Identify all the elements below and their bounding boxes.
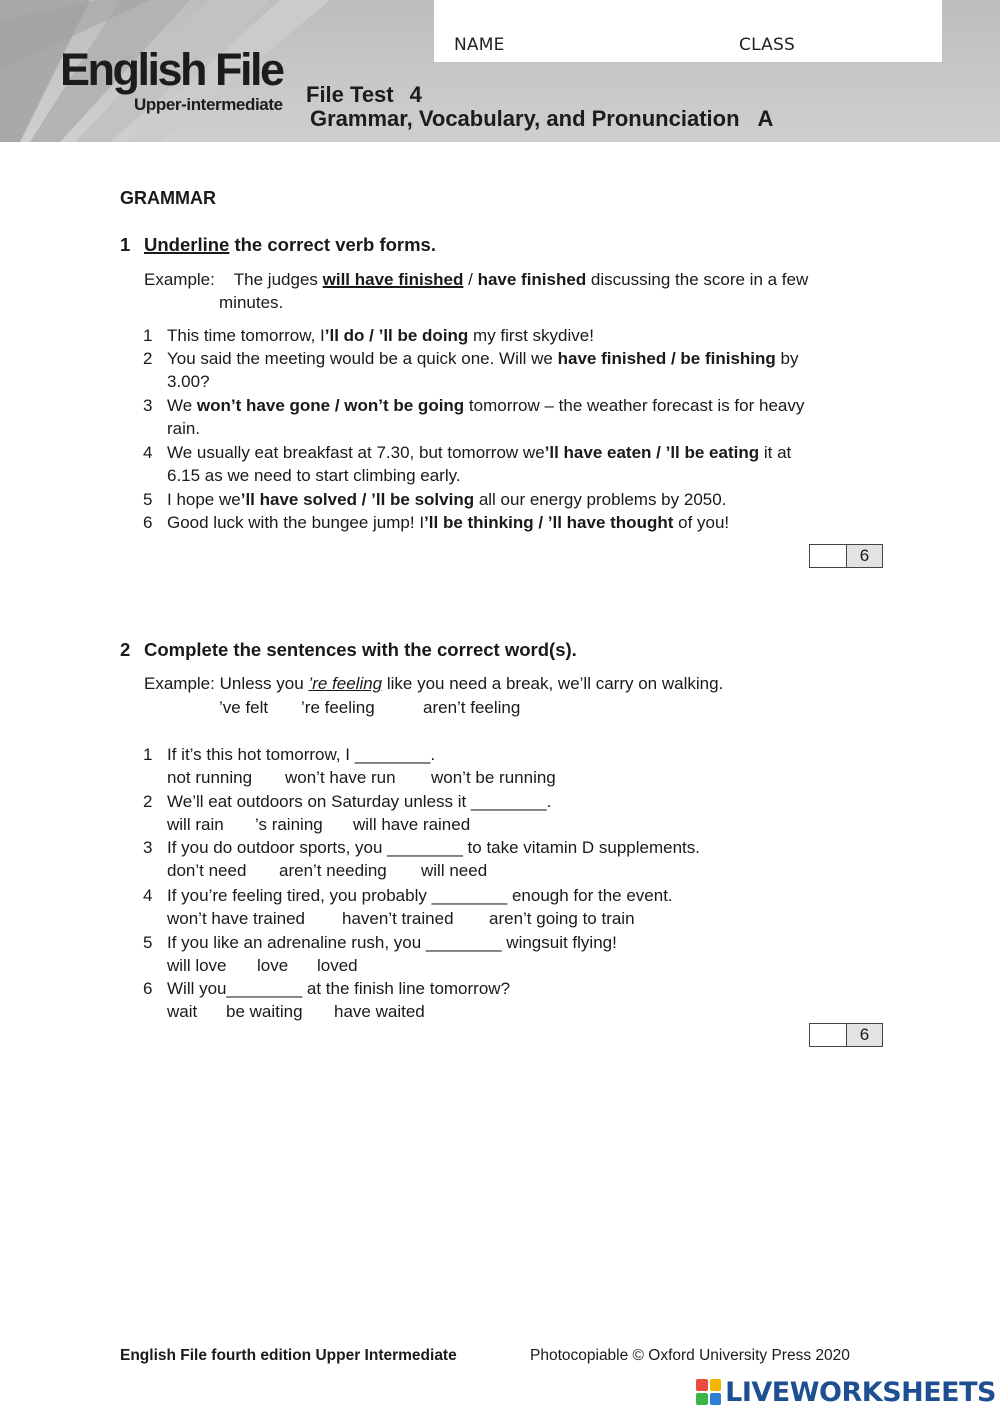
question-text-end: tomorrow – the weather forecast is for heavy [464, 396, 805, 415]
question-text: You said the meeting would be a quick one. Will we [167, 349, 558, 368]
exercise2-instruction: Complete the sentences with the correct word(s). [144, 639, 577, 660]
option[interactable]: won’t have run [285, 768, 396, 787]
question-cont: rain. [167, 419, 201, 438]
question-text-end: all our energy problems by 2050. [474, 490, 727, 509]
question-text-end: of you! [673, 513, 730, 532]
option[interactable]: ’ve felt [219, 698, 269, 717]
logo-subtitle: Upper-intermediate [134, 95, 283, 114]
exercise2-question-1: If it’s this hot tomorrow, I ________. [167, 745, 436, 764]
score-total: 6 [847, 1024, 882, 1046]
score-total: 6 [847, 545, 882, 567]
question-text: We usually eat breakfast at 7.30, but tomorrow we [167, 443, 545, 462]
question-text: I hope we [167, 490, 241, 509]
option[interactable]: ’re feeling [301, 698, 375, 717]
option[interactable]: don’t need [167, 861, 247, 880]
option[interactable]: will have rained [353, 815, 471, 834]
option[interactable]: won’t be running [431, 768, 556, 787]
exercise2-question-6: Will you________ at the finish line tomorrow? [167, 979, 511, 998]
exercise2-score-box [809, 1023, 883, 1047]
option[interactable]: ’s raining [255, 815, 323, 834]
section-title: GRAMMAR [120, 188, 216, 208]
exercise2-question-4: If you’re feeling tired, you probably ________ enough for the event. [167, 886, 673, 905]
option[interactable]: aren’t needing [279, 861, 387, 880]
name-label: NAME [454, 35, 505, 55]
option[interactable]: not running [167, 768, 253, 787]
option[interactable]: won’t have trained [167, 909, 305, 928]
question-number: 1 [143, 326, 153, 345]
exercise2-question-5-options [167, 954, 358, 977]
logo-square [696, 1393, 708, 1405]
example-option-2[interactable]: have finished [477, 270, 587, 289]
option[interactable]: love [257, 956, 289, 975]
footer-edition: English File fourth edition Upper Intermediate [120, 1347, 457, 1364]
question-number: 3 [143, 396, 153, 415]
example-answer: ’re feeling [308, 674, 383, 693]
liveworksheets-logo[interactable] [696, 1375, 996, 1409]
example-sep: / [463, 270, 478, 289]
example-label: Example: [144, 270, 215, 289]
option[interactable]: have waited [334, 1002, 425, 1021]
question-number: 6 [143, 979, 153, 998]
example-post: like you need a break, we’ll carry on walking. [382, 674, 724, 693]
question-number: 5 [143, 490, 153, 509]
question-cont: 6.15 as we need to start climbing early. [167, 466, 461, 485]
exercise1-question-5 [167, 488, 726, 511]
exercise1-question-2 [167, 347, 799, 370]
question-text-end: by [775, 349, 799, 368]
exercise1-score-box [809, 544, 883, 568]
exercise1-heading [120, 234, 436, 256]
exercise1-instruction: the correct verb forms. [229, 234, 436, 255]
exercise2-question-1-options [167, 766, 556, 789]
question-options[interactable]: have finished / be finishing [557, 349, 776, 368]
question-text: Good luck with the bungee jump! I [167, 513, 425, 532]
liveworksheets-icon [696, 1379, 721, 1405]
logo-title: English File [60, 44, 283, 95]
test-subtitle-text: Grammar, Vocabulary, and Pronunciation [310, 106, 740, 131]
exercise1-example-cont: minutes. [219, 293, 284, 312]
question-text: We [167, 396, 197, 415]
score-input[interactable] [810, 545, 847, 567]
exercise1-question-1 [167, 324, 594, 347]
exercise2-question-4-options [167, 907, 635, 930]
example-label: Example: [144, 674, 215, 693]
exercise2-question-5: If you like an adrenaline rush, you ________ wingsuit flying! [167, 933, 617, 952]
example-option-1[interactable]: will have finished [322, 270, 464, 289]
question-number: 5 [143, 933, 153, 952]
logo-square [696, 1379, 708, 1391]
option[interactable]: haven’t trained [342, 909, 454, 928]
name-class-box [434, 0, 942, 62]
question-text-end: it at [759, 443, 792, 462]
option[interactable]: will rain [167, 815, 224, 834]
test-number: 4 [409, 82, 422, 107]
exercise2-heading [120, 639, 577, 661]
question-number: 1 [143, 745, 153, 764]
question-number: 4 [143, 886, 153, 905]
option[interactable]: loved [317, 956, 358, 975]
option[interactable]: aren’t feeling [423, 698, 521, 717]
exercise1-number: 1 [120, 234, 131, 255]
class-label: CLASS [739, 35, 795, 55]
option[interactable]: will need [421, 861, 488, 880]
option[interactable]: wait [167, 1002, 198, 1021]
exercise1-instruction-em: Underline [144, 234, 230, 255]
question-number: 6 [143, 513, 153, 532]
test-version: A [757, 106, 774, 131]
exercise2-question-2-options [167, 813, 470, 836]
exercise2-question-2: We’ll eat outdoors on Saturday unless it ________. [167, 792, 552, 811]
test-subtitle [310, 106, 773, 132]
question-text: This time tomorrow, I [167, 326, 325, 345]
exercise1-question-6 [167, 511, 729, 534]
exercise2-question-6-options [167, 1000, 425, 1023]
example-pre: Unless you [214, 674, 309, 693]
option[interactable]: be waiting [226, 1002, 303, 1021]
question-number: 2 [143, 792, 153, 811]
question-number: 2 [143, 349, 153, 368]
exercise1-example [144, 268, 808, 291]
question-number: 4 [143, 443, 153, 462]
question-cont: 3.00? [167, 372, 210, 391]
example-post: discussing the score in a few [586, 270, 809, 289]
exercise2-number: 2 [120, 639, 131, 660]
footer-copyright: Photocopiable © Oxford University Press 2020 [530, 1347, 850, 1364]
option[interactable]: aren’t going to train [489, 909, 635, 928]
test-label: File Test [306, 82, 394, 107]
exercise1-question-4 [167, 441, 791, 464]
example-pre: The judges [233, 270, 323, 289]
liveworksheets-text: LIVEWORKSHEETS [725, 1376, 996, 1408]
option[interactable]: will love [167, 956, 227, 975]
exercise1-question-3 [167, 394, 804, 417]
exercise2-question-3: If you do outdoor sports, you ________ to take vitamin D supplements. [167, 838, 700, 857]
question-number: 3 [143, 838, 153, 857]
question-text-end: my first skydive! [468, 326, 594, 345]
question-options[interactable]: won’t have gone / won’t be going [196, 396, 465, 415]
exercise2-question-3-options [167, 859, 487, 882]
logo-square [710, 1379, 722, 1391]
question-options[interactable]: ’ll have eaten / ’ll be eating [544, 443, 760, 462]
question-options[interactable]: ’ll be thinking / ’ll have thought [424, 513, 674, 532]
exercise2-example-options [219, 696, 520, 719]
score-input[interactable] [810, 1024, 847, 1046]
question-options[interactable]: ’ll have solved / ’ll be solving [240, 490, 475, 509]
exercise2-example [144, 672, 723, 695]
logo-square [710, 1393, 722, 1405]
test-title [306, 82, 422, 108]
question-options[interactable]: ’ll do / ’ll be doing [324, 326, 469, 345]
